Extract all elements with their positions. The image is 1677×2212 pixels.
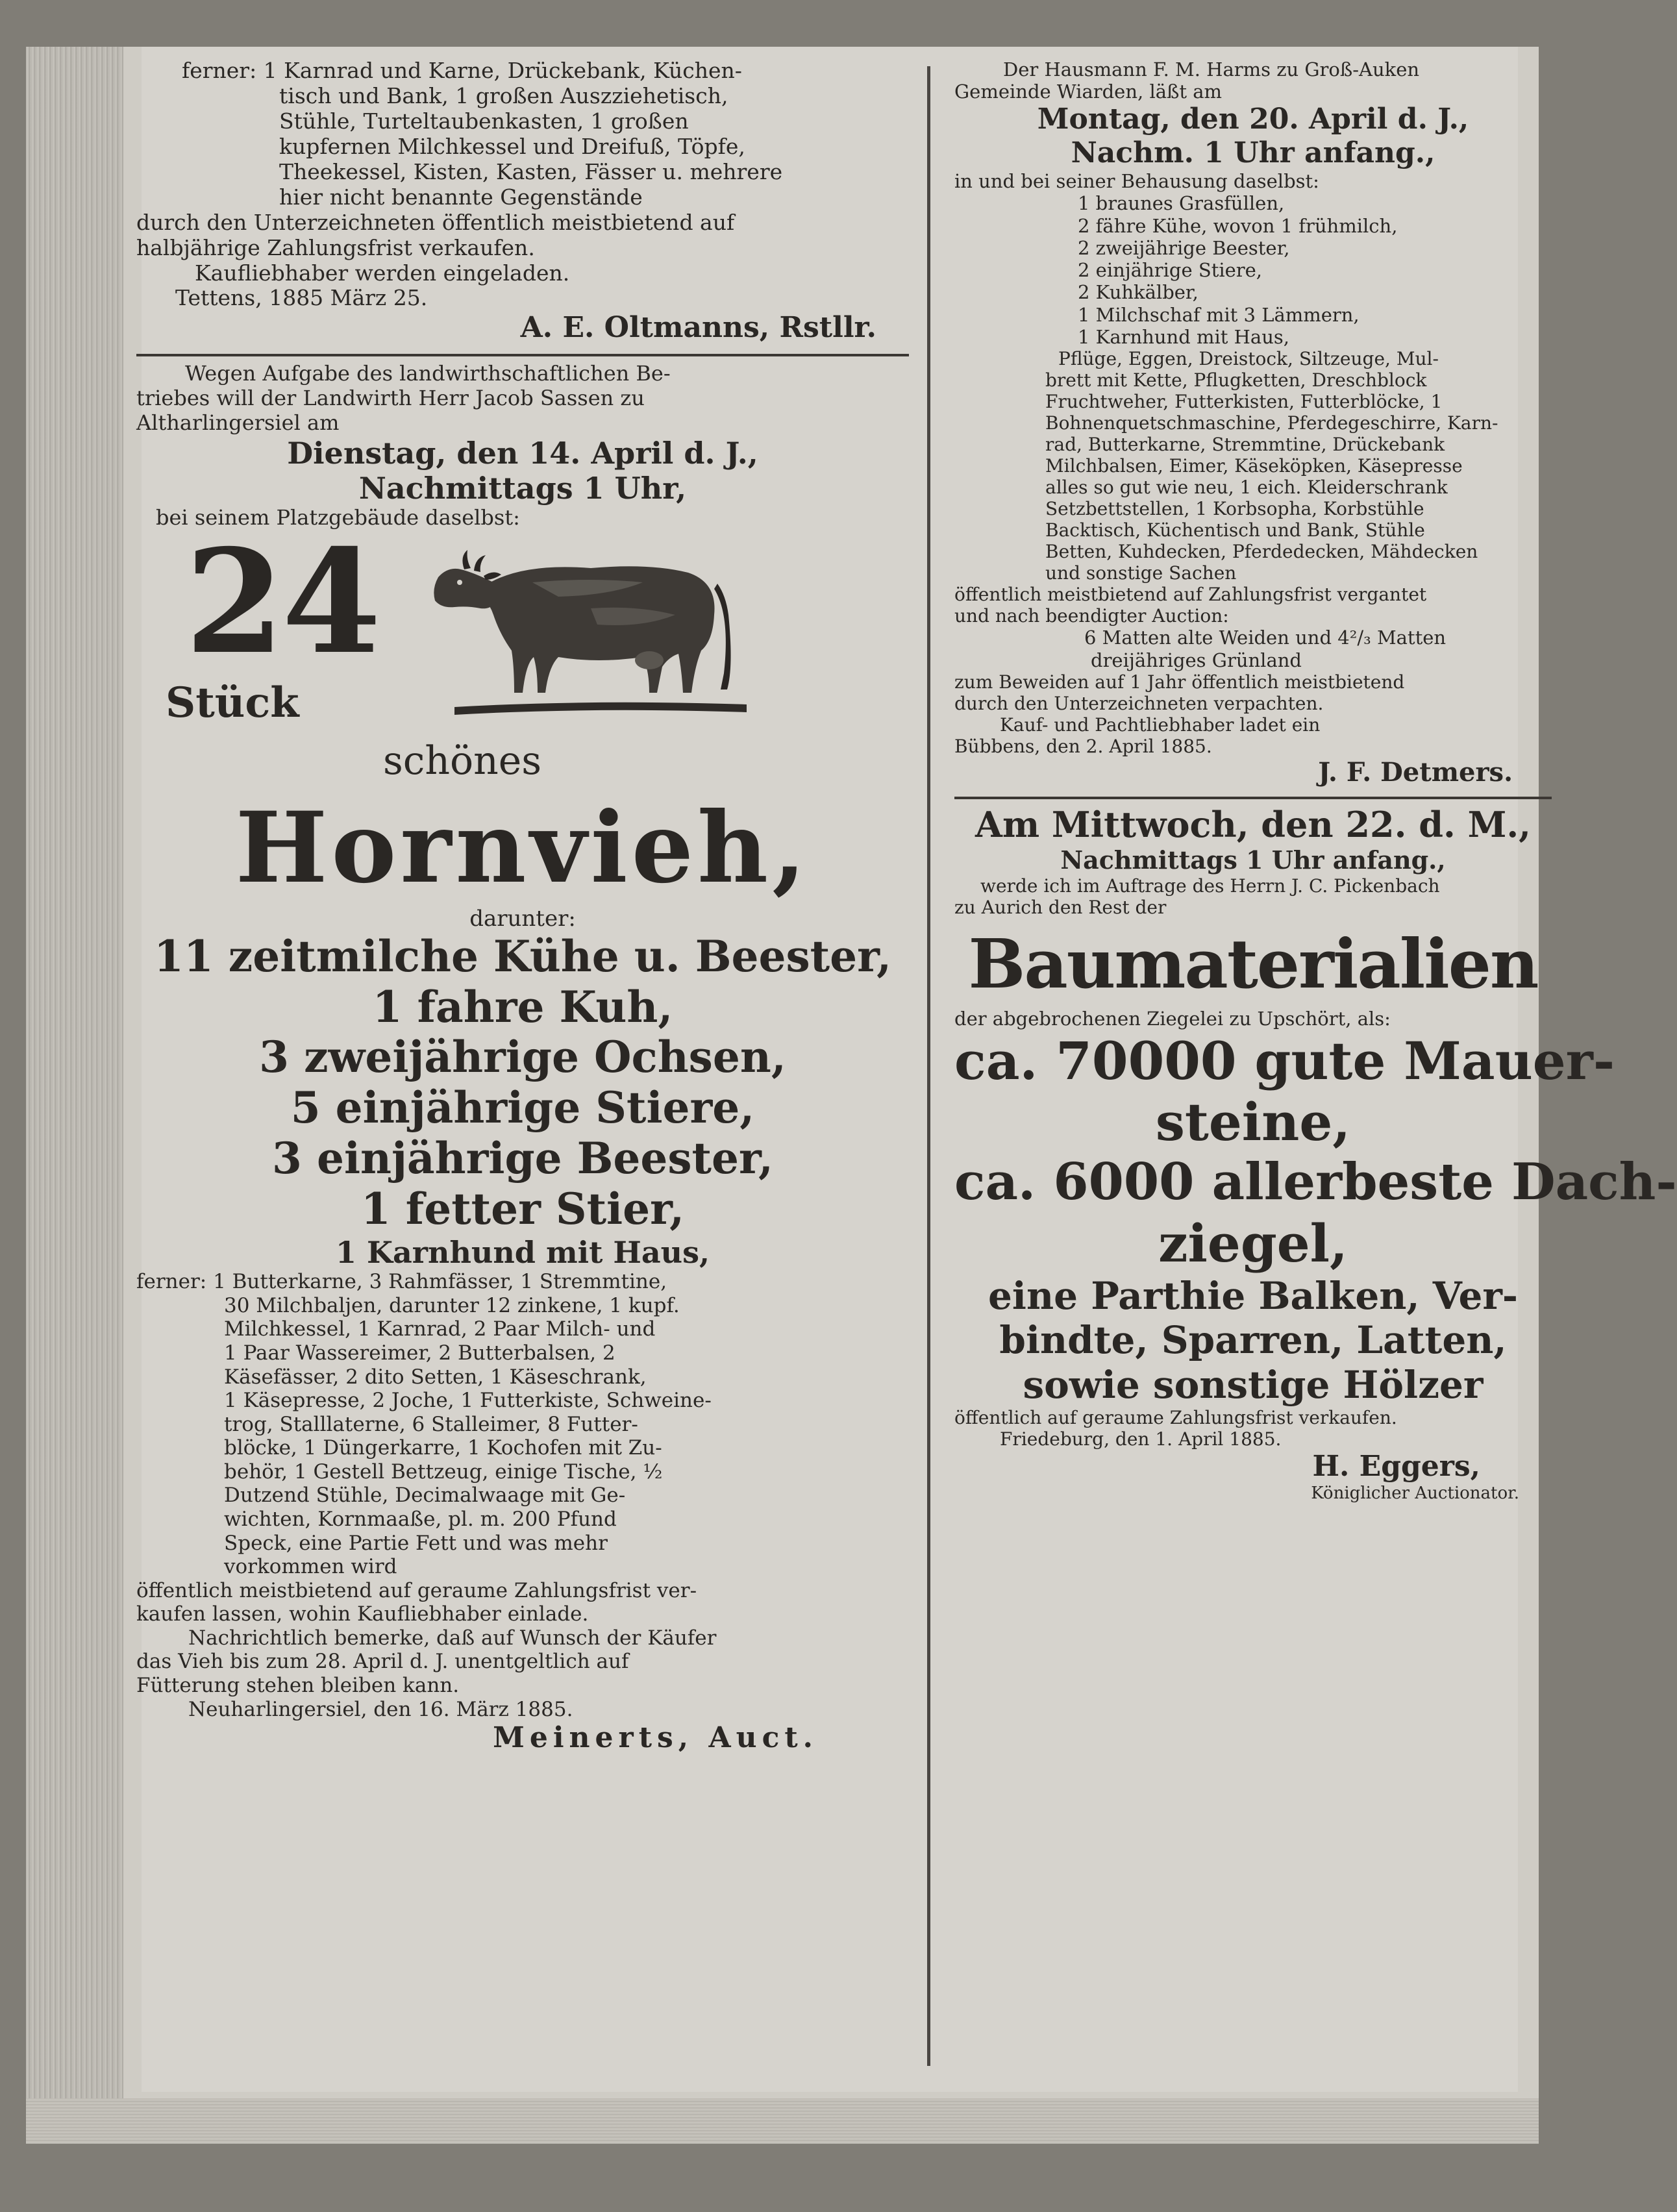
goods-line: blöcke, 1 Düngerkarre, 1 Kochofen mit Zu- bbox=[224, 1436, 662, 1460]
text-line: Bübbens, den 2. April 1885. bbox=[954, 735, 1212, 757]
text-line: zu Aurich den Rest der bbox=[954, 896, 1167, 918]
material-item: eine Parthie Balken, Ver- bbox=[988, 1273, 1518, 1318]
livestock-item: 5 einjährige Stiere, bbox=[290, 1082, 755, 1134]
scanned-page bbox=[26, 47, 1677, 2144]
text-line: Wegen Aufgabe des landwirthschaftlichen Be- bbox=[185, 361, 671, 386]
material-item: ziegel, bbox=[1158, 1212, 1348, 1274]
animal-line: 1 Milchschaf mit 3 Lämmern, bbox=[1078, 303, 1360, 326]
text-line: Neuharlingersiel, den 16. März 1885. bbox=[188, 1697, 573, 1721]
text-line: ferner: 1 Karnrad und Karne, Drückebank, Küchen- bbox=[182, 58, 742, 83]
goods-line: und sonstige Sachen bbox=[1045, 562, 1237, 584]
goods-line: behör, 1 Gestell Bettzeug, einige Tische, ½ bbox=[224, 1460, 663, 1484]
goods-line: Fruchtweher, Futterkisten, Futterblöcke, 1 bbox=[1045, 391, 1443, 413]
text-line: halbjährige Zahlungsfrist verkaufen. bbox=[136, 234, 535, 260]
livestock-item: 3 einjährige Beester, bbox=[272, 1133, 773, 1184]
signatory-title: Königlicher Auctionator. bbox=[1311, 1484, 1519, 1504]
text-line: hier nicht benannte Gegenstände bbox=[279, 184, 643, 210]
signature: Meinerts, Auct. bbox=[493, 1721, 818, 1755]
text-line: Friedeburg, den 1. April 1885. bbox=[1000, 1428, 1282, 1450]
text-line: Tettens, 1885 März 25. bbox=[175, 285, 428, 311]
livestock-item: 1 fahre Kuh, bbox=[372, 981, 673, 1032]
text-line: und nach beendigter Auction: bbox=[954, 605, 1229, 627]
goods-line: Speck, eine Partie Fett und was mehr bbox=[224, 1531, 608, 1555]
ad-separator bbox=[136, 354, 909, 356]
goods-line: Backtisch, Küchentisch und Bank, Stühle bbox=[1045, 519, 1425, 541]
livestock-item: 3 zweijährige Ochsen, bbox=[259, 1032, 786, 1083]
auction-time: Nachmittags 1 Uhr anfang., bbox=[1060, 845, 1446, 875]
goods-line: Milchbalsen, Eimer, Käseköpken, Käsepresse bbox=[1045, 455, 1463, 477]
material-item: sowie sonstige Hölzer bbox=[1023, 1362, 1484, 1407]
animal-line: 1 Karnhund mit Haus, bbox=[1078, 325, 1289, 348]
ad-separator bbox=[954, 797, 1552, 799]
material-item: steine, bbox=[1155, 1091, 1351, 1153]
ad-oltmanns bbox=[136, 58, 909, 345]
goods-line: trog, Stalllaterne, 6 Stalleimer, 8 Futter- bbox=[224, 1412, 638, 1436]
goods-line: Betten, Kuhdecken, Pferdedecken, Mähdecken bbox=[1045, 541, 1478, 563]
text-line: zum Beweiden auf 1 Jahr öffentlich meistbietend bbox=[954, 671, 1405, 693]
schoenes-label: schönes bbox=[383, 738, 542, 784]
auction-date: Am Mittwoch, den 22. d. M., bbox=[975, 804, 1531, 846]
goods-line: 1 Käsepresse, 2 Joche, 1 Futterkiste, Schweine- bbox=[224, 1389, 712, 1413]
baumaterialien-headline: Baumaterialien bbox=[968, 923, 1538, 1004]
text-line: triebes will der Landwirth Herr Jacob Sassen zu bbox=[136, 386, 645, 411]
goods-line: Dutzend Stühle, Decimalwaage mit Ge- bbox=[224, 1484, 626, 1508]
stueck-label: Stück bbox=[166, 678, 299, 727]
goods-line: 1 Paar Wassereimer, 2 Butterbalsen, 2 bbox=[224, 1341, 615, 1365]
text-line: Kaufliebhaber werden eingeladen. bbox=[195, 260, 570, 286]
signature: A. E. Oltmanns, Rstllr. bbox=[520, 311, 876, 345]
goods-line: ferner: 1 Butterkarne, 3 Rahmfässer, 1 Stremmtine, bbox=[136, 1270, 667, 1294]
goods-line: vorkommen wird bbox=[224, 1555, 397, 1579]
ad-eggers bbox=[954, 804, 1677, 1504]
text-line: durch den Unterzeichneten öffentlich meistbietend auf bbox=[136, 209, 735, 235]
auction-place: in und bei seiner Behausung daselbst: bbox=[954, 170, 1319, 193]
text-line: das Vieh bis zum 28. April d. J. unentgeltlich auf bbox=[136, 1650, 629, 1674]
auction-date: Dienstag, den 14. April d. J., bbox=[287, 435, 758, 471]
page-edges-bottom bbox=[26, 2098, 1539, 2144]
auction-time: Nachm. 1 Uhr anfang., bbox=[1071, 136, 1435, 170]
text-line: durch den Unterzeichneten verpachten. bbox=[954, 692, 1324, 714]
signature: J. F. Detmers. bbox=[1318, 756, 1513, 788]
goods-line: Pflüge, Eggen, Dreistock, Siltzeuge, Mul- bbox=[1058, 348, 1439, 369]
ad-harms bbox=[954, 58, 1552, 788]
text-line: Der Hausmann F. M. Harms zu Groß-Auken bbox=[1003, 58, 1420, 81]
cow-illustration-icon bbox=[429, 537, 753, 725]
land-line: 6 Matten alte Weiden und 4²/₃ Matten bbox=[1084, 627, 1447, 649]
text-line: öffentlich meistbietend auf Zahlungsfrist vergantet bbox=[954, 584, 1427, 606]
goods-line: rad, Butterkarne, Stremmtine, Drückebank bbox=[1045, 434, 1445, 456]
text-line: Altharlingersiel am bbox=[136, 410, 340, 435]
auction-time: Nachmittags 1 Uhr, bbox=[358, 470, 687, 506]
text-line: kaufen lassen, wohin Kaufliebhaber einlade. bbox=[136, 1602, 589, 1626]
animal-line: 2 Kuhkälber, bbox=[1078, 281, 1199, 304]
goods-line: 30 Milchbaljen, darunter 12 zinkene, 1 kupf. bbox=[224, 1293, 680, 1317]
material-item: bindte, Sparren, Latten, bbox=[999, 1318, 1507, 1363]
goods-line: Milchkessel, 1 Karnrad, 2 Paar Milch- und bbox=[224, 1317, 656, 1341]
text-line: kupfernen Milchkessel und Dreifuß, Töpfe, bbox=[279, 133, 745, 159]
goods-line: Bohnenquetschmaschine, Pferdegeschirre, Karn- bbox=[1045, 412, 1498, 434]
signature: H. Eggers, bbox=[1312, 1450, 1480, 1484]
auction-place: bei seinem Platzgebäude daselbst: bbox=[156, 505, 520, 530]
goods-line: Käsefässer, 2 dito Setten, 1 Käseschrank, bbox=[224, 1365, 647, 1389]
right-column bbox=[954, 58, 1677, 1504]
land-line: dreijähriges Grünland bbox=[1091, 649, 1302, 671]
text-line: Gemeinde Wiarden, läßt am bbox=[954, 81, 1223, 103]
text-line: öffentlich meistbietend auf geraume Zahlungsfrist ver- bbox=[136, 1578, 697, 1602]
goods-line: brett mit Kette, Pflugketten, Dreschblock bbox=[1045, 369, 1427, 391]
text-line: werde ich im Auftrage des Herrn J. C. Pickenbach bbox=[980, 875, 1440, 897]
page-edges-stack bbox=[26, 47, 123, 2144]
text-line: tisch und Bank, 1 großen Auszziehetisch, bbox=[279, 82, 728, 108]
column-divider bbox=[927, 66, 930, 2066]
goods-line: wichten, Kornmaaße, pl. m. 200 Pfund bbox=[224, 1508, 617, 1532]
livestock-item: 11 zeitmilche Kühe u. Beester, bbox=[153, 930, 892, 982]
hornvieh-headline: Hornvieh, bbox=[235, 790, 810, 905]
animal-line: 1 braunes Grasfüllen, bbox=[1078, 192, 1285, 215]
text-line: Theekessel, Kisten, Kasten, Fässer u. mehrere bbox=[279, 158, 783, 184]
left-column bbox=[136, 58, 909, 1755]
darunter-label: darunter: bbox=[469, 905, 576, 932]
livestock-item: 1 Karnhund mit Haus, bbox=[335, 1234, 710, 1270]
animal-line: 2 fähre Kühe, wovon 1 frühmilch, bbox=[1078, 214, 1398, 237]
material-item: ca. 6000 allerbeste Dach- bbox=[954, 1152, 1677, 1212]
animal-count: 24 bbox=[185, 517, 379, 686]
material-item: ca. 70000 gute Mauer- bbox=[954, 1030, 1615, 1091]
text-line: Kauf- und Pachtliebhaber ladet ein bbox=[1000, 714, 1321, 736]
goods-line: Setzbettstellen, 1 Korbsopha, Korbstühle bbox=[1045, 498, 1424, 520]
livestock-item: 1 fetter Stier, bbox=[360, 1184, 685, 1235]
goods-line: alles so gut wie neu, 1 eich. Kleiderschrank bbox=[1045, 477, 1448, 499]
text-line: Fütterung stehen bleiben kann. bbox=[136, 1674, 460, 1698]
ad-sassen bbox=[136, 362, 909, 1755]
text-line: Stühle, Turteltaubenkasten, 1 großen bbox=[279, 108, 689, 134]
animal-line: 2 einjährige Stiere, bbox=[1078, 259, 1263, 282]
text-line: Nachrichtlich bemerke, daß auf Wunsch der Käufer bbox=[188, 1626, 717, 1650]
text-line: der abgebrochenen Ziegelei zu Upschört, als: bbox=[954, 1008, 1391, 1030]
animal-line: 2 zweijährige Beester, bbox=[1078, 236, 1290, 259]
text-line: öffentlich auf geraume Zahlungsfrist verkaufen. bbox=[954, 1407, 1397, 1429]
auction-date: Montag, den 20. April d. J., bbox=[1037, 103, 1469, 136]
